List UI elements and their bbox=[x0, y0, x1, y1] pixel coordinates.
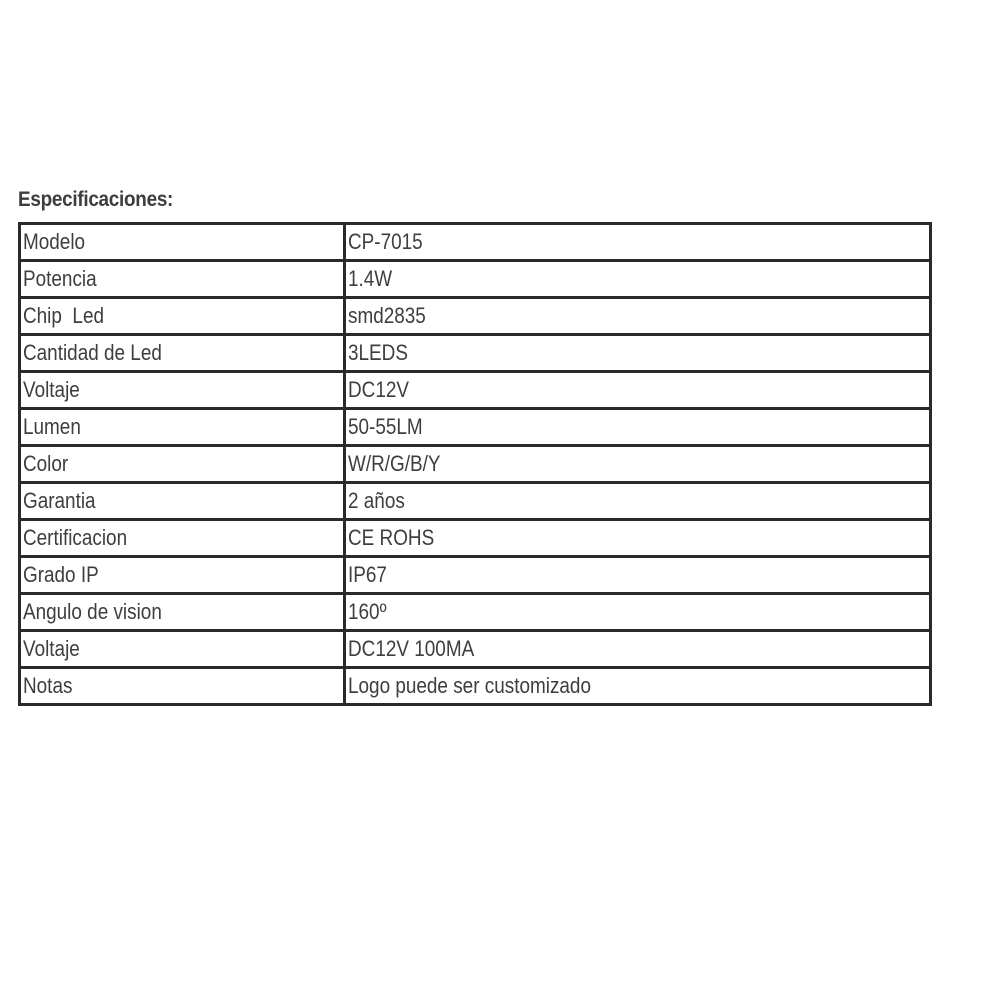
spec-label: Notas bbox=[23, 673, 73, 698]
specifications-section bbox=[18, 178, 932, 706]
spec-value-cell bbox=[345, 446, 931, 483]
spec-value: CE ROHS bbox=[348, 525, 435, 550]
spec-value-cell bbox=[345, 224, 931, 261]
spec-label-cell bbox=[20, 557, 345, 594]
spec-value-cell bbox=[345, 298, 931, 335]
spec-value: 160º bbox=[348, 599, 387, 624]
spec-label-cell bbox=[20, 668, 345, 705]
spec-value-cell bbox=[345, 520, 931, 557]
spec-value: DC12V bbox=[348, 377, 409, 402]
table-row bbox=[20, 594, 931, 631]
table-row bbox=[20, 557, 931, 594]
table-row bbox=[20, 446, 931, 483]
spec-label: Potencia bbox=[23, 266, 97, 291]
spec-value-cell bbox=[345, 372, 931, 409]
spec-label-cell bbox=[20, 261, 345, 298]
spec-label: Grado IP bbox=[23, 562, 99, 587]
spec-value-cell bbox=[345, 594, 931, 631]
specifications-table-body bbox=[20, 224, 931, 705]
spec-label-cell bbox=[20, 446, 345, 483]
spec-label-cell bbox=[20, 372, 345, 409]
table-row bbox=[20, 224, 931, 261]
spec-value: 3LEDS bbox=[348, 340, 408, 365]
spec-value: smd2835 bbox=[348, 303, 426, 328]
table-row bbox=[20, 668, 931, 705]
specifications-heading: Especificaciones: bbox=[18, 188, 174, 211]
spec-value-cell bbox=[345, 668, 931, 705]
spec-label: Certificacion bbox=[23, 525, 128, 550]
spec-label: Lumen bbox=[23, 414, 81, 439]
spec-value: 50-55LM bbox=[348, 414, 423, 439]
spec-label: Angulo de vision bbox=[23, 599, 162, 624]
spec-value: IP67 bbox=[348, 562, 387, 587]
spec-value-cell bbox=[345, 631, 931, 668]
spec-value-cell bbox=[345, 261, 931, 298]
spec-label-cell bbox=[20, 298, 345, 335]
spec-value: DC12V 100MA bbox=[348, 636, 475, 661]
spec-label: Color bbox=[23, 451, 69, 476]
spec-value: CP-7015 bbox=[348, 229, 423, 254]
spec-label-cell bbox=[20, 409, 345, 446]
spec-value-cell bbox=[345, 335, 931, 372]
spec-label: Cantidad de Led bbox=[23, 340, 162, 365]
table-row bbox=[20, 483, 931, 520]
spec-value: W/R/G/B/Y bbox=[348, 451, 441, 476]
spec-value: Logo puede ser customizado bbox=[348, 673, 591, 698]
table-row bbox=[20, 335, 931, 372]
spec-value-cell bbox=[345, 409, 931, 446]
table-row bbox=[20, 631, 931, 668]
spec-label-cell bbox=[20, 520, 345, 557]
spec-label-cell bbox=[20, 594, 345, 631]
spec-value: 2 años bbox=[348, 488, 405, 513]
spec-label: Voltaje bbox=[23, 636, 80, 661]
spec-label-cell bbox=[20, 483, 345, 520]
spec-label: Chip Led bbox=[23, 303, 105, 328]
spec-label-cell bbox=[20, 335, 345, 372]
spec-value-cell bbox=[345, 557, 931, 594]
spec-label: Modelo bbox=[23, 229, 86, 254]
table-row bbox=[20, 409, 931, 446]
spec-label: Garantia bbox=[23, 488, 96, 513]
spec-value: 1.4W bbox=[348, 266, 393, 291]
table-row bbox=[20, 372, 931, 409]
spec-label-cell bbox=[20, 224, 345, 261]
table-row bbox=[20, 520, 931, 557]
table-row bbox=[20, 261, 931, 298]
table-row bbox=[20, 298, 931, 335]
spec-value-cell bbox=[345, 483, 931, 520]
spec-label-cell bbox=[20, 631, 345, 668]
specifications-table bbox=[18, 222, 932, 706]
spec-label: Voltaje bbox=[23, 377, 80, 402]
